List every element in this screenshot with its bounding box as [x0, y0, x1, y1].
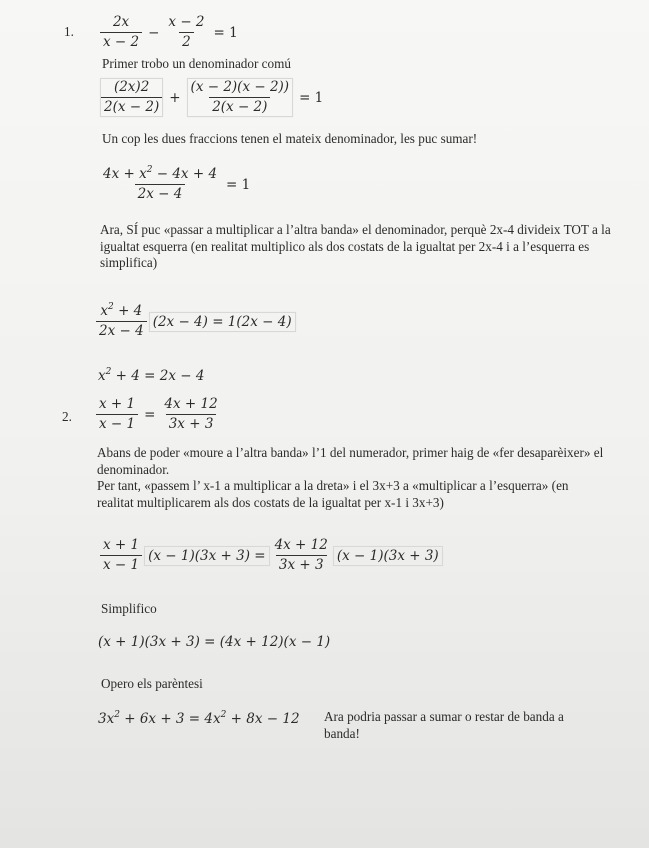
fraction: [187, 78, 294, 117]
text-2-3: Simplifico: [101, 601, 157, 616]
term: − 4x + 4: [152, 166, 218, 182]
fraction: [100, 14, 142, 51]
rhs: = 1: [299, 89, 324, 106]
numerator: x + 1: [103, 537, 140, 553]
numerator: 2x: [112, 14, 130, 30]
denominator: x − 1: [100, 555, 142, 574]
numerator: 4x + 12: [274, 537, 328, 553]
operator: +: [169, 89, 181, 106]
operator: −: [148, 24, 160, 41]
numerator: (2x)2: [113, 79, 150, 95]
text-2-2: Per tant, «passem l’ x-1 a multiplicar a la dreta» i el 3x+3 a «multiplicar a l’esquerra» (en realitat multiplicarem als dos costats de la igualtat per x-1 i 3x+3): [97, 478, 569, 510]
denominator: x − 1: [96, 414, 138, 433]
denominator: 2x − 4: [135, 184, 186, 203]
numerator: [97, 303, 145, 321]
term: + 6x + 3 = 4x: [119, 711, 221, 727]
expression: (x − 1)(3x + 3): [333, 546, 443, 566]
term: 3x: [98, 711, 115, 727]
equation-2-3: (x + 1)(3x + 3) = (4x + 12)(x − 1): [98, 634, 331, 650]
term: + 4 = 2x − 4: [111, 368, 205, 384]
denominator: 2x − 4: [96, 321, 147, 340]
exponent: 2: [220, 710, 227, 720]
denominator: 2(x − 2): [209, 97, 270, 116]
text-1-3: Ara, SÍ puc «passar a multiplicar a l’altra banda» el denominador, perquè 2x-4 divideix TOT a la igualtat esquerra (en realitat multiplico als dos costats de la igualtat per 2x-4 i a l’esquerra es simplifica): [100, 222, 611, 270]
fraction: [100, 537, 142, 574]
term: + 4: [113, 303, 143, 319]
equation-2-4: [98, 711, 300, 727]
fraction: [100, 78, 163, 117]
item-number-2: 2.: [62, 409, 72, 424]
equation-1-3: [98, 166, 254, 203]
expression: (x − 1)(3x + 3) =: [144, 546, 269, 566]
equation-2-1: [94, 396, 223, 433]
equation-1-1: [98, 14, 242, 51]
numerator: (x − 2)(x − 2)): [190, 79, 290, 95]
equation-1-4: [94, 303, 296, 340]
numerator: [100, 166, 220, 184]
fraction: [272, 537, 331, 574]
fraction: [100, 166, 220, 203]
text-1-1: Primer trobo un denominador comú: [102, 56, 291, 71]
denominator: 2(x − 2): [101, 97, 162, 116]
fraction: [96, 303, 147, 340]
numerator: 4x + 12: [164, 396, 218, 412]
exponent: 2: [146, 165, 153, 175]
equation-1-2: [98, 78, 327, 117]
numerator: x + 1: [99, 396, 136, 412]
text-2-1: Abans de poder «moure a l’altra banda» l’1 del numerador, primer haig de «fer desaparèixer» el denominador.: [97, 445, 604, 477]
exponent: 2: [114, 710, 120, 720]
equation-1-5: [98, 368, 204, 384]
term: 4x + x: [103, 166, 147, 182]
text-2-4: Opero els parèntesi: [101, 676, 203, 691]
term: x: [98, 368, 106, 384]
operator: =: [144, 406, 156, 423]
fraction: [165, 14, 207, 51]
numerator: x − 2: [168, 14, 205, 30]
denominator: x − 2: [100, 32, 142, 51]
denominator: 3x + 3: [166, 414, 217, 433]
term: + 8x − 12: [226, 711, 300, 727]
expression: (2x − 4) = 1(2x − 4): [149, 312, 296, 332]
denominator: 3x + 3: [276, 555, 327, 574]
item-number-1: 1.: [64, 24, 74, 39]
fraction: [161, 396, 220, 433]
equation-2-2: [98, 537, 443, 574]
exponent: 2: [105, 367, 112, 377]
text-1-2: Un cop les dues fraccions tenen el mateix denominador, les puc sumar!: [102, 131, 478, 146]
rhs: = 1: [226, 176, 251, 193]
note-text: Ara podria passar a sumar o restar de banda a banda!: [324, 709, 564, 741]
fraction: [96, 396, 138, 433]
denominator: 2: [179, 32, 194, 51]
term: x: [100, 303, 109, 319]
rhs: = 1: [213, 24, 238, 41]
exponent: 2: [108, 302, 114, 312]
